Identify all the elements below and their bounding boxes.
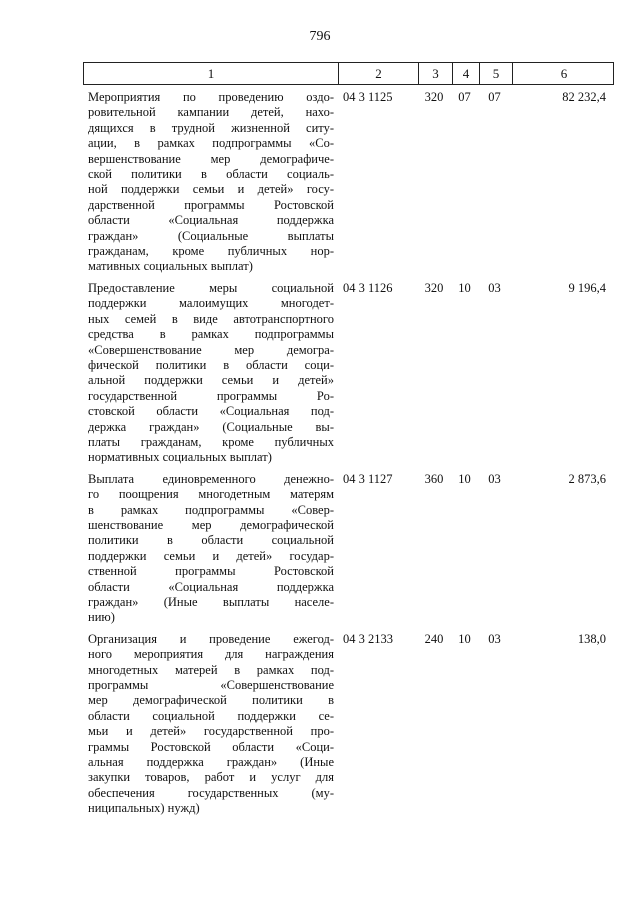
description-line: области «Социальная поддержка (88, 579, 334, 594)
description-line: мьи и детей» государственной про- (88, 724, 334, 739)
header-cell-2: 2 (338, 63, 418, 84)
header-cell-3: 3 (418, 63, 452, 84)
description-line: закупки товаров, работ и услуг для (88, 770, 334, 785)
code-cell: 04 3 1127 (343, 471, 393, 486)
code-cell: 04 3 1126 (343, 280, 393, 295)
code-cell: 04 3 2133 (343, 631, 393, 646)
description-line: граждан» (Социальные выплаты (88, 228, 334, 243)
header-cell-5: 5 (479, 63, 512, 84)
description-line: ниципальных) нужд) (88, 801, 200, 816)
table-row (83, 472, 614, 626)
description-line: го поощрения многодетным матерям (88, 487, 334, 502)
col5-cell: 03 (488, 631, 501, 646)
description-line: альная поддержка граждан» (Иные (88, 755, 334, 770)
col4-cell: 07 (458, 90, 471, 104)
description-line: мер демографической политики в (88, 693, 334, 708)
description-line: государственной программы Ро- (88, 388, 334, 403)
description-line: мативных социальных выплат) (88, 259, 253, 274)
table-header-row (83, 62, 614, 85)
description-line: держка граждан» (Социальные вы- (88, 419, 334, 434)
col4-cell: 10 (458, 280, 471, 295)
amount-cell: 9 196,4 (568, 280, 606, 295)
description-line: Организация и проведение ежегод- (88, 631, 334, 646)
description-line: ной поддержки семьи и детей» госу- (88, 182, 334, 197)
description-line: нию) (88, 610, 115, 625)
description-line: стовской области «Социальная под- (88, 404, 334, 419)
description-line: ации, в рамках подпрограммы «Со- (88, 136, 334, 151)
code-cell: 04 3 1125 (343, 90, 393, 104)
description-line: в рамках подпрограммы «Совер- (88, 502, 334, 517)
description-line: многодетных матерей в рамках под- (88, 662, 334, 677)
description-line: ных семей в виде автотранспортного (88, 311, 334, 326)
description-cell (83, 281, 337, 466)
col5-cell: 03 (488, 471, 501, 486)
description-line: граждан» (Иные выплаты населе- (88, 595, 334, 609)
description-line: гражданам, кроме публичных нор- (88, 244, 334, 259)
description-line: «Совершенствование мер демогра- (88, 342, 334, 357)
page-number: 796 (309, 29, 331, 44)
description-line: Выплата единовременного денежно- (88, 471, 334, 486)
description-line: области «Социальная поддержка (88, 213, 334, 228)
amount-cell: 82 232,4 (562, 90, 606, 104)
description-line: шенствование мер демографической (88, 517, 334, 532)
description-line: дарственной программы Ростовской (88, 197, 334, 212)
description-line: программы «Совершенствование (88, 678, 334, 693)
description-line: политики в области социальной (88, 533, 334, 548)
description-line: ской политики в области социаль- (88, 167, 334, 182)
table-row (83, 632, 614, 817)
description-line: области социальной поддержки се- (88, 708, 334, 723)
description-line: фической политики в области соци- (88, 357, 334, 372)
description-line: дящихся в трудной жизненной ситу- (88, 120, 334, 135)
description-line: поддержки семьи и детей» государ- (88, 548, 334, 563)
col3-cell: 320 (424, 90, 444, 104)
col3-cell: 240 (424, 631, 444, 646)
description-line: обеспечения государственных (му- (88, 785, 334, 800)
header-cell-1: 1 (207, 66, 215, 81)
description-line: ственной программы Ростовской (88, 564, 334, 579)
description-line: альной поддержки семьи и детей» (88, 373, 334, 388)
amount-cell: 2 873,6 (568, 471, 606, 486)
description-line: вершенствование мер демографиче- (88, 151, 334, 166)
col3-cell: 360 (424, 471, 444, 486)
col4-cell: 10 (458, 471, 471, 486)
description-line: средства в рамках подпрограммы (88, 327, 334, 342)
description-line: поддержки малоимущих многодет- (88, 296, 334, 311)
description-cell (83, 90, 337, 275)
col5-cell: 07 (488, 90, 501, 104)
header-cell-6: 6 (512, 63, 615, 84)
description-line: ного мероприятия для награждения (88, 647, 334, 662)
table-row (83, 90, 614, 275)
description-line: ровительной кампании детей, нахо- (88, 105, 334, 120)
budget-table (83, 62, 614, 817)
description-line: Предоставление меры социальной (88, 280, 334, 295)
amount-cell: 138,0 (577, 631, 606, 646)
col5-cell: 03 (488, 280, 501, 295)
table-body (83, 90, 614, 817)
description-line: нормативных социальных выплат) (88, 450, 272, 465)
col4-cell: 10 (458, 631, 471, 646)
description-line: граммы Ростовской области «Соци- (88, 739, 334, 754)
header-cell-4: 4 (452, 63, 479, 84)
description-line: Мероприятия по проведению оздо- (88, 90, 334, 104)
table-row (83, 281, 614, 466)
description-cell (83, 632, 337, 817)
col3-cell: 320 (424, 280, 444, 295)
description-line: платы гражданам, кроме публичных (88, 434, 334, 449)
description-cell (83, 472, 337, 626)
